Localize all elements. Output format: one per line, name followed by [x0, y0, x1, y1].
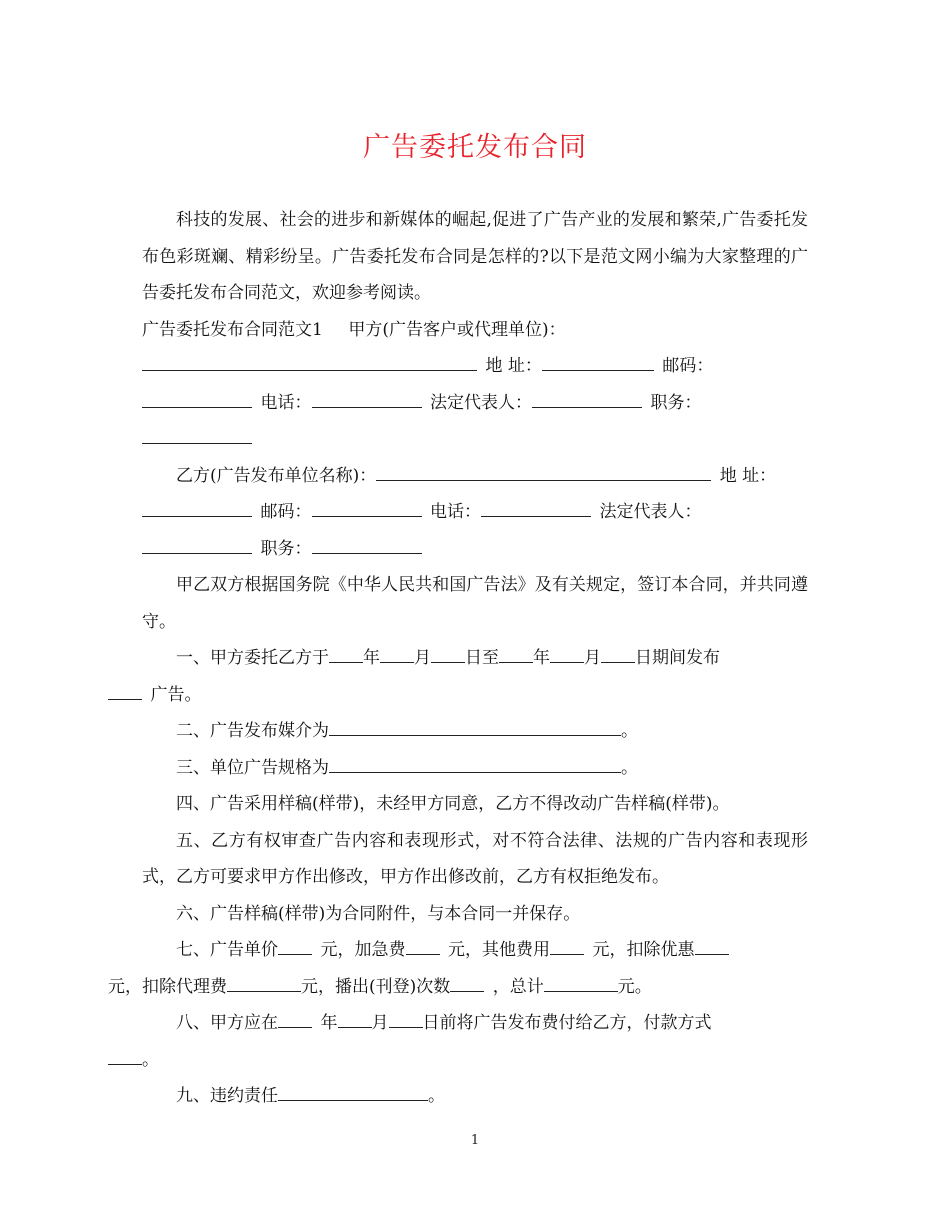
phone-label: 电话：: [430, 502, 481, 522]
liability-blank[interactable]: [278, 1083, 428, 1101]
clause-1-text: 一、甲方委托乙方于: [176, 648, 329, 668]
times-label: 元，播出(刊登)次数: [301, 976, 451, 997]
clause-8-before: 日前将广告发布费付给乙方，付款方式: [422, 1013, 712, 1033]
period-mark: 。: [428, 1086, 445, 1106]
clause-5: 五、乙方有权审查广告内容和表现形式，对不符合法律、法规的广告内容和表现形式，乙方可要求甲方作出修改，甲方作出修改前，乙方有权拒绝发布。: [142, 830, 808, 887]
agency-fee-label: 元，扣除代理费: [108, 976, 227, 997]
party-b-label: 乙方(广告发布单位名称)：: [176, 465, 377, 486]
preamble-paragraph: 甲乙双方根据国务院《中华人民共和国广告法》及有关规定，签订本合同，并共同遵守。: [142, 575, 808, 632]
clause-6: 六、广告样稿(样带)为合同附件，与本合同一并保存。: [176, 903, 581, 924]
postcode-label: 邮码：: [662, 356, 714, 376]
payment-method-blank[interactable]: [108, 1047, 142, 1065]
rush-fee-label: 元，加急费: [320, 940, 406, 960]
document-title: 广告委托发布合同: [363, 132, 587, 163]
end-day-blank[interactable]: [601, 645, 635, 663]
medium-blank[interactable]: [329, 718, 621, 736]
intro-paragraph: 科技的发展、社会的进步和新媒体的崛起,促进了广告产业的发展和繁荣,广告委托发布色彩斑斓、精彩纷呈。广告委托发布合同是怎样的?以下是范文网小编为大家整理的广告委托发布合同范文，欢迎参考阅读。: [142, 210, 808, 303]
end-year-blank[interactable]: [499, 645, 533, 663]
party-a-address-blank[interactable]: [542, 353, 654, 371]
party-b-name-blank[interactable]: [376, 463, 711, 481]
clause-7: [108, 932, 808, 1005]
month-label: 月: [414, 648, 431, 668]
document-body: [108, 202, 808, 1115]
other-fee-label: 元，其他费用: [448, 940, 550, 960]
party-a-position-blank[interactable]: [142, 426, 252, 444]
ad-name-blank[interactable]: [108, 682, 142, 700]
legal-rep-label: 法定代表人：: [599, 502, 702, 522]
pay-month-blank[interactable]: [338, 1010, 372, 1028]
rush-fee-blank[interactable]: [406, 937, 440, 955]
day-to-label: 日至: [465, 648, 499, 668]
address-label: 地 址：: [485, 356, 542, 376]
year-label: 年: [363, 648, 380, 668]
party-b-position-blank[interactable]: [312, 536, 422, 554]
agency-fee-blank[interactable]: [227, 974, 301, 992]
clause-2-text: 二、广告发布媒介为: [176, 721, 329, 741]
position-label: 职务：: [650, 392, 702, 413]
clause-3: [142, 750, 808, 787]
clause-9-text: 九、违约责任: [176, 1086, 278, 1106]
discount-blank[interactable]: [695, 937, 729, 955]
pay-day-blank[interactable]: [389, 1010, 423, 1028]
party-b-postcode-blank[interactable]: [312, 499, 422, 517]
party-a-phone-blank[interactable]: [312, 390, 422, 408]
clause-1: [142, 640, 808, 713]
page-number: 1: [470, 1133, 480, 1148]
postcode-label: 邮码：: [260, 502, 312, 522]
ad-label: 广告。: [150, 684, 202, 705]
clause-8-text: 八、甲方应在: [176, 1013, 278, 1033]
phone-label: 电话：: [260, 392, 312, 413]
party-b-address-blank[interactable]: [142, 499, 252, 517]
spec-blank[interactable]: [329, 755, 621, 773]
party-a-label: 甲方(广告客户或代理单位)：: [348, 319, 566, 340]
discount-label: 元，扣除优惠: [592, 940, 695, 960]
period-mark: 。: [142, 1049, 159, 1070]
period-mark: 。: [621, 757, 638, 778]
party-b-legal-rep-blank[interactable]: [142, 536, 252, 554]
clause-3-text: 三、单位广告规格为: [176, 757, 329, 778]
start-year-blank[interactable]: [329, 645, 363, 663]
party-b-paragraph: [142, 458, 808, 568]
unit-price-blank[interactable]: [278, 937, 312, 955]
position-label: 职务：: [260, 538, 312, 559]
month-label: 月: [371, 1013, 389, 1033]
sample-label: 广告委托发布合同范文1: [142, 319, 323, 340]
address-label: 地 址：: [719, 465, 777, 486]
clause-7-text: 七、广告单价: [176, 940, 278, 960]
other-fee-blank[interactable]: [550, 937, 584, 955]
start-day-blank[interactable]: [431, 645, 465, 663]
clause-8: [142, 1005, 808, 1078]
party-a-name-blank[interactable]: [142, 353, 477, 371]
end-month-blank[interactable]: [550, 645, 584, 663]
yuan-end-label: 元。: [617, 976, 652, 997]
total-label: ，总计: [492, 976, 544, 997]
party-a-legal-rep-blank[interactable]: [532, 390, 642, 408]
clause-4: 四、广告采用样稿(样带)，未经甲方同意，乙方不得改动广告样稿(样带)。: [176, 794, 730, 814]
month-label: 月: [584, 648, 601, 668]
total-blank[interactable]: [544, 974, 618, 992]
party-a-paragraph: [142, 312, 808, 458]
party-b-phone-blank[interactable]: [481, 499, 591, 517]
year-label: 年: [320, 1013, 338, 1033]
party-a-postcode-blank[interactable]: [142, 390, 252, 408]
period-end-label: 日期间发布: [635, 648, 720, 668]
start-month-blank[interactable]: [380, 645, 414, 663]
year-label: 年: [533, 648, 550, 668]
pay-year-blank[interactable]: [278, 1010, 312, 1028]
times-blank[interactable]: [450, 974, 484, 992]
period-mark: 。: [621, 721, 638, 741]
clause-2: [142, 713, 808, 750]
legal-rep-label: 法定代表人：: [430, 392, 532, 413]
clause-9: [142, 1078, 808, 1115]
